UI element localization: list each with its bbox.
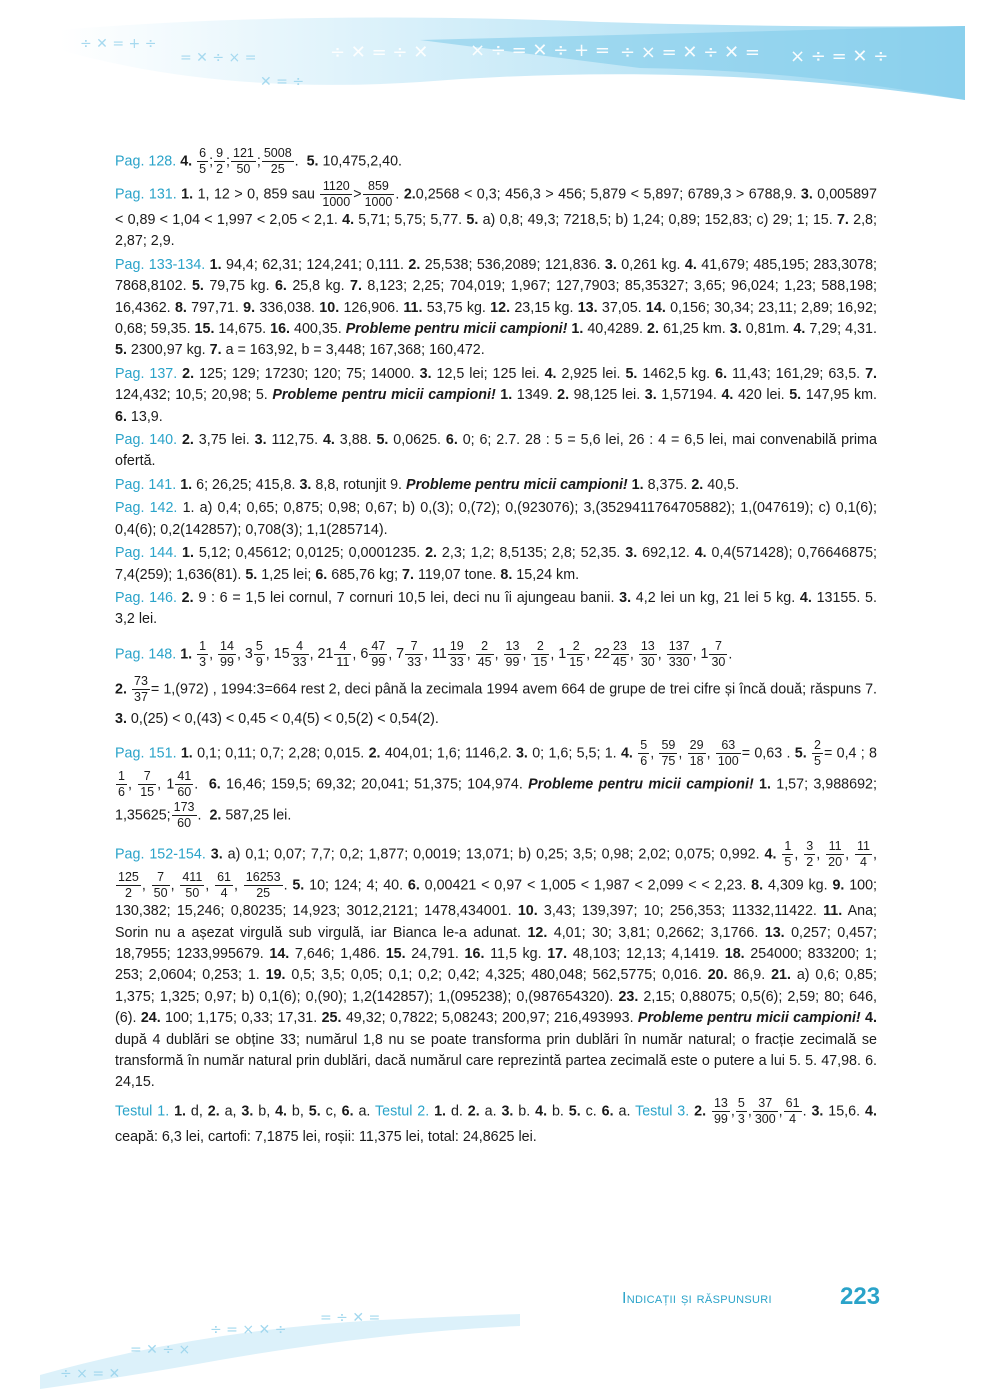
fraction-item <box>196 638 209 669</box>
footer-decoration <box>0 1270 520 1389</box>
item-number: 5. <box>308 1103 321 1120</box>
fraction: $\frac{1120}{1000}$ <box>322 179 351 209</box>
fraction: $\frac{7}{30}$ <box>711 638 726 669</box>
fraction: $\frac{61}{4}$ <box>217 870 231 901</box>
answer-text: 5,71; 5,75; 5,77. <box>358 212 463 228</box>
item-number: 2. <box>467 1103 480 1120</box>
fraction: $\frac{5008}{25}$ <box>263 146 292 176</box>
page-ref: Pag. 131. <box>115 186 177 203</box>
fraction-list: $\frac{5}{6}$ , $\frac{59}{75}$ , $\frac{29}{18}$ , $\frac{63}{100}$ <box>637 745 741 761</box>
test-ref: Testul 1. <box>115 1103 170 1120</box>
fraction-item <box>151 870 171 901</box>
section-heading: Probleme pentru micii campioni! <box>637 1010 861 1027</box>
answers-page-137: Pag. 137. 2. 125; 129; 17230; 120; 75; 14000. 3. 12,5 lei; 125 lei. 4. 2,925 lei. 5. 1462,5 kg. 6. 11,43; 161,29; 63,5. 7. 124,432; 10,5; 20,98; 5. Probleme pentru micii campioni! 1. 1349. 2. 98,125 lei. 3. 1,57194. 4. 420 lei. 5. 147,95 km. 6. 13,9. <box>115 365 878 425</box>
section-heading: Probleme pentru micii campioni! <box>345 321 568 338</box>
fraction: $\frac{41}{60}$ <box>177 769 192 800</box>
fraction-item: 3 $\frac{5}{9}$ <box>244 638 263 669</box>
fraction: $\frac{13}{99}$ <box>505 638 520 669</box>
page-ref: Pag. 151. <box>115 745 177 762</box>
fraction: $\frac{4}{11}$ <box>336 638 350 669</box>
item-number: 2. <box>207 1103 220 1120</box>
fraction: $\frac{2}{15}$ <box>533 638 548 669</box>
answers-page-128: Pag. 128. 4. $\frac{6}{5}$ ; $\frac{9}{2}$ ; $\frac{121}{50}$ ; $\frac{5008}{25}$ . 5. 10,475,2,40. <box>115 146 402 176</box>
svg-text:÷ × = ✕ ÷ ✕ =: ÷ × = ✕ ÷ ✕ = <box>620 42 760 63</box>
fraction: $\frac{16253}{25}$ <box>245 870 281 901</box>
svg-text:= ÷ ✕ =: = ÷ ✕ = <box>320 1310 381 1326</box>
item-number: 5. <box>568 1103 581 1120</box>
fraction-item <box>735 1095 748 1126</box>
fraction: $\frac{411}{50}$ <box>182 870 203 901</box>
answer-text: 0,2568 < 0,3; 456,3 > 456; 5,879 < 5,897; 6789,3 > 6788,9. <box>415 186 797 203</box>
fraction: $\frac{1}{3}$ <box>199 638 207 669</box>
item-number: 1. <box>434 1103 447 1120</box>
fraction: $\frac{4}{33}$ <box>292 638 307 669</box>
fraction: $\frac{19}{33}$ <box>449 638 464 669</box>
fraction: $\frac{29}{18}$ <box>689 738 704 769</box>
answers-page-141: Pag. 141. 1. 6; 26,25; 415,8. 3. 8,8, rotunjit 9. Probleme pentru micii campioni! 1. 8,375. 2. 40,5. <box>115 476 740 493</box>
fraction: $\frac{1}{6}$ <box>118 769 125 800</box>
answers-page-148: Pag. 148. 1. $\frac{1}{3}$ , $\frac{14}{99}$ , 3 $\frac{5}{9}$ , 15 $\frac{4}{33}$ , 21 $\frac{4}{11}$ , 6 $\frac{47}{99}$ , 7 $\frac{7}{33}$ , 11 $\frac{19}{33}$ , $\frac{2}{45}$ , $\frac{13}{99}$ , $\frac{2}{15}$ , 1 $\frac{2}{15}$ , 22 $\frac{23}{45}$ , $\frac{13}{30}$ , $\frac{137}{330}$ , 1 $\frac{7}{30}$ . 2. $\frac{73}{37}$ = 1,(972) , 1994:3=664 rest 2, deci până la zecimala 1994 avem 664 de grupe de trei cifre și încă două; răspuns 7. 3. 0,(25) < 0,(43) < 0,45 < 0,4(5) < 0,5(2) < 0,54(2). <box>115 638 877 727</box>
item-number: 6. <box>341 1103 354 1120</box>
svg-text:÷ ✕ = + ÷: ÷ ✕ = + ÷ <box>80 36 157 52</box>
fraction: $\frac{173}{60}$ <box>173 800 195 831</box>
fraction: $\frac{3}{2}$ <box>806 839 814 870</box>
fraction: $\frac{5}{3}$ <box>737 1095 745 1126</box>
fraction: $\frac{73}{37}$ <box>134 673 148 704</box>
fraction: $\frac{11}{20}$ <box>828 839 843 870</box>
item-number: 3. <box>501 1103 514 1120</box>
fraction: $\frac{63}{100}$ <box>717 738 739 769</box>
test-ref: Testul 2. <box>375 1103 430 1120</box>
svg-text:÷ × = ✕: ÷ × = ✕ <box>60 1366 121 1382</box>
fraction-item <box>217 638 237 669</box>
fraction-item: 1 $\frac{7}{30}$ <box>700 638 726 669</box>
item-number: 5. <box>466 212 479 228</box>
fraction: $\frac{14}{99}$ <box>220 638 234 669</box>
item-number: 4. <box>342 212 355 228</box>
answers-page-133-134: Pag. 133-134. 1. 94,4; 62,31; 124,241; 0,111. 2. 25,538; 536,2089; 121,836. 3. 0,261 kg. 4. 41,679; 485,195; 283,3078; 7868,8102. 5. 79,75 kg. 6. 25,8 kg. 7. 8,123; 2,25; 704,019; 1,967; 127,7903; 85,35327; 3,65; 96,024; 1,23; 588,198; 16,4362. 8. 797,71. 9. 336,038. 10. 126,906. 11. 53,75 kg. 12. 23,15 kg. 13. 37,05. 14. 0,156; 30,34; 23,11; 2,89; 16,92; 0,68; 59,35. 15. 14,675. 16. 400,35. Probleme pentru micii campioni! 1. 40,4289. 2. 61,25 km. 3. 0,81m. 4. 7,29; 4,31. 5. 2300,97 kg. 7. a = 163,92, b = 3,448; 167,368; 160,472. <box>115 256 878 359</box>
fraction-item <box>783 1095 803 1126</box>
fraction-item: 21 $\frac{4}{11}$ <box>317 638 350 669</box>
test-2-answers: 1. d. 2. a. 3. b. 4. b. 5. c. 6. a. <box>434 1103 636 1120</box>
page-ref: Pag. 141. <box>115 476 177 493</box>
fraction-item: 1 $\frac{2}{15}$ <box>558 638 584 669</box>
answers-tests: Testul 1. 1. d, 2. a, 3. b, 4. b, 5. c, 6. a. Testul 2. 1. d. 2. a. 3. b. 4. b. 5. c. 6. a. Testul 3. 2. $\frac{13}{99}$ , $\frac{5}{3}$ , $\frac{37}{300}$ , $\frac{61}{4}$ . 3. 15,6. 4. ceapă: 6,3 lei, cartofi: 7,1875 lei, roșii: 11,375 lei, total: 24,8625 lei. <box>115 1095 877 1145</box>
fraction-item <box>179 870 205 901</box>
fraction: $\frac{7}{15}$ <box>140 769 155 800</box>
fraction-list: $\frac{1}{3}$ , $\frac{14}{99}$ , 3 $\frac{5}{9}$ , 15 $\frac{4}{33}$ , 21 $\frac{4}{11}$ , 6 $\frac{47}{99}$ , 7 $\frac{7}{33}$ , 11 $\frac{19}{33}$ , $\frac{2}{45}$ , $\frac{13}{99}$ , $\frac{2}{15}$ , 1 $\frac{2}{15}$ , 22 $\frac{23}{45}$ , $\frac{13}{30}$ , $\frac{137}{330}$ , 1 $\frac{7}{30}$ <box>196 646 728 662</box>
item-number: 4. <box>180 153 193 170</box>
answer-text: 2,8; 2,87; 2,9. <box>115 212 877 250</box>
answers-page-131: Pag. 131. 1. 1, 12 > 0, 859 sau $\frac{1120}{1000}$ > $\frac{859}{1000}$ . 2.0,2568 < 0,3; 456,3 > 456; 5,879 < 5,897; 6789,3 > 6788,9. 3. 0,005897 < 0,89 < 1,04 < 1,997 < 2,05 < 2,1. 4. 5,71; 5,75; 5,77. 5. a) 0,8; 49,3; 7218,5; b) 1,24; 0,89; 152,83; c) 29; 1; 15. 7. 2,8; 2,87; 2,9. <box>115 179 877 250</box>
fraction-item: 6 $\frac{47}{99}$ <box>360 638 386 669</box>
fraction: $\frac{7}{33}$ <box>407 638 422 669</box>
svg-text:= ✕ ÷ × =: = ✕ ÷ × = <box>180 50 257 66</box>
test-1-answers: 1. d, 2. a, 3. b, 4. b, 5. c, 6. a. <box>174 1103 376 1120</box>
answers-page-151: Pag. 151. 1. 0,1; 0,11; 0,7; 2,28; 0,015. 2. 404,01; 1,6; 1146,2. 3. 0; 1,6; 5,5; 1. 4. $\frac{5}{6}$ , $\frac{59}{75}$ , $\frac{29}{18}$ , $\frac{63}{100}$ = 0,63 . 5. $\frac{2}{5}$ = 0,4 ; 8 $\frac{1}{6}$ , $\frac{7}{15}$ , 1 $\frac{41}{60}$ . 6. 16,46; 159,5; 69,32; 20,041; 51,375; 104,974. Probleme pentru micii campioni! 1. 1,57; 3,988692; 1,35625; $\frac{173}{60}$ . 2. 587,25 lei. <box>115 738 878 831</box>
page-ref: Pag. 137. <box>115 365 178 382</box>
section-heading: Probleme pentru micii campioni! <box>528 776 754 793</box>
item-number: 2. <box>403 186 416 203</box>
fraction: $\frac{121}{50}$ <box>233 146 254 176</box>
page-ref: Pag. 152-154. <box>115 846 206 863</box>
fraction-item: 11 $\frac{19}{33}$ <box>431 638 464 669</box>
answers-content <box>115 146 877 1150</box>
item-number: 3. <box>241 1103 254 1120</box>
page-ref: Pag. 140. <box>115 432 178 449</box>
svg-text:÷ = × ✕ ÷: ÷ = × ✕ ÷ <box>210 1322 287 1338</box>
fraction-item <box>475 638 495 669</box>
fraction-item <box>503 638 523 669</box>
fraction-item <box>638 638 658 669</box>
fraction: $\frac{137}{330}$ <box>668 638 690 669</box>
fraction: $\frac{6}{5}$ <box>199 146 207 176</box>
fraction-item <box>658 738 678 769</box>
fraction-item <box>115 870 142 901</box>
fraction-item <box>825 839 845 870</box>
fraction-item <box>666 638 693 669</box>
fraction: $\frac{125}{2}$ <box>118 870 139 901</box>
fraction-item <box>803 839 816 870</box>
fraction: $\frac{37}{300}$ <box>754 1095 776 1126</box>
fraction: $\frac{59}{75}$ <box>661 738 676 769</box>
svg-text:= ✕ ÷ ×: = ✕ ÷ × <box>130 1342 191 1358</box>
test-ref: Testul 3. <box>635 1103 690 1120</box>
section-heading: Probleme pentru micii campioni! <box>272 387 496 404</box>
fraction: $\frac{13}{30}$ <box>640 638 655 669</box>
item-number: 7. <box>836 212 849 228</box>
page-ref: Pag. 133-134. <box>115 256 206 273</box>
answers-page-144: Pag. 144. 1. 5,12; 0,45612; 0,0125; 0,0001235. 2. 2,3; 1,2; 8,5135; 2,8; 52,35. 3. 692,12. 4. 0,4(571428); 0,76646875; 7,4(259); 1,636(81). 5. 1,25 lei; 6. 685,76 kg; 7. 119,07 tone. 8. 15,24 km. <box>115 545 878 583</box>
fraction-item <box>711 1095 731 1126</box>
answer-text: a) 0,8; 49,3; 7218,5; b) 1,24; 0,89; 152,83; c) 29; 1; 15. <box>482 212 833 228</box>
answer-text: 1, 12 > 0, 859 sau <box>197 186 315 203</box>
item-number: 6. <box>601 1103 614 1120</box>
fraction: $\frac{5}{9}$ <box>255 638 263 669</box>
item-number: 4. <box>275 1103 288 1120</box>
footer-section-title: Indicații și răspunsuri <box>622 1290 772 1307</box>
fraction: $\frac{11}{4}$ <box>857 839 870 870</box>
fraction-list: $\frac{13}{99}$ , $\frac{5}{3}$ , $\frac{37}{300}$ , $\frac{61}{4}$ <box>711 1103 803 1119</box>
answers-page-140: Pag. 140. 2. 3,75 lei. 3. 112,75. 4. 3,88. 5. 0,0625. 6. 0; 6; 2.7. 28 : 5 = 5,6 lei, 26 : 4 = 6,5 lei, mai convenabilă prima ofertă. <box>115 432 877 470</box>
fraction-item <box>687 738 707 769</box>
answers-page-142: Pag. 142. 1. a) 0,4; 0,65; 0,875; 0,98; 0,67; b) 0,(3); 0,(72); 0,(923076); 3,(3529411764705882); 1,(047619); c) 0,1(6); 0,4(6); 0,2(142857); 0,708(3); 1,1(285714). <box>115 500 877 538</box>
fraction: $\frac{13}{99}$ <box>713 1095 728 1126</box>
section-heading: Probleme pentru micii campioni! <box>406 476 628 493</box>
answer-text: 0,005897 < 0,89 < 1,04 < 1,997 < 2,05 < 2,1. <box>115 186 877 228</box>
answer-text: 10,475,2,40. <box>322 153 402 170</box>
svg-text:× ÷ = ✕ ÷ + =: × ÷ = ✕ ÷ + = <box>470 40 610 61</box>
fraction-item <box>530 638 550 669</box>
fraction: $\frac{47}{99}$ <box>371 638 386 669</box>
fraction: $\frac{2}{5}$ <box>814 738 821 769</box>
fraction: $\frac{2}{15}$ <box>569 638 584 669</box>
page-number: 223 <box>840 1283 881 1310</box>
fraction: $\frac{2}{45}$ <box>477 638 492 669</box>
fraction-list: $\frac{1}{5}$ , $\frac{3}{2}$ , $\frac{11}{20}$ , $\frac{11}{4}$ , $\frac{125}{2}$ , $\frac{7}{50}$ , $\frac{411}{50}$ , $\frac{61}{4}$ , $\frac{16253}{25}$ <box>115 846 877 893</box>
page-ref: Pag. 148. <box>115 646 177 662</box>
fraction: $\frac{1}{5}$ <box>784 839 792 870</box>
item-number: 5. <box>306 153 319 170</box>
page-ref: Pag. 144. <box>115 545 178 562</box>
fraction-item <box>637 738 650 769</box>
fraction: $\frac{859}{1000}$ <box>364 179 393 209</box>
item-number: 1. <box>181 186 194 203</box>
fraction-item <box>214 870 234 901</box>
fraction-item: 15 $\frac{4}{33}$ <box>273 638 307 669</box>
fraction-item: 7 $\frac{7}{33}$ <box>396 638 422 669</box>
fraction: $\frac{5}{6}$ <box>640 738 648 769</box>
fraction-item <box>854 839 873 870</box>
page-ref: Pag. 128. <box>115 153 177 170</box>
fraction-item <box>243 870 284 901</box>
header-banner <box>0 0 992 110</box>
fraction: $\frac{9}{2}$ <box>216 146 224 176</box>
fraction: $\frac{23}{45}$ <box>612 638 627 669</box>
item-number: 3. <box>800 186 813 203</box>
fraction-item: 22 $\frac{23}{45}$ <box>594 638 627 669</box>
fraction-item <box>715 738 742 769</box>
svg-text:× ÷ = ✕ ÷: × ÷ = ✕ ÷ <box>790 46 889 67</box>
fraction: $\frac{61}{4}$ <box>785 1095 800 1126</box>
fraction-item <box>752 1095 779 1126</box>
page-ref: Pag. 142. <box>115 500 178 517</box>
fraction-item <box>781 839 794 870</box>
item-number: 4. <box>535 1103 548 1120</box>
page-ref: Pag. 146. <box>115 589 177 606</box>
answers-page-152-154: Pag. 152-154. 3. a) 0,1; 0,07; 7,7; 0,2; 1,877; 0,0019; 13,071; b) 0,25; 3,5; 0,98; 2,02; 0,075; 0,992. 4. $\frac{1}{5}$ , $\frac{3}{2}$ , $\frac{11}{20}$ , $\frac{11}{4}$ , $\frac{125}{2}$ , $\frac{7}{50}$ , $\frac{411}{50}$ , $\frac{61}{4}$ , $\frac{16253}{25}$ . 5. 10; 124; 4; 40. 6. 0,00421 < 0,97 < 1,005 < 1,987 < 2,099 < < 2,23. 8. 4,309 kg. 9. 100; 130,382; 15,246; 0,80235; 14,923; 3012,2121; 1478,434001. 10. 3,43; 139,397; 10; 256,353; 11332,11422. 11. Ana; Sorin nu a așezat virgulă sub virgulă, iar Bianca le-a adunat. 12. 4,01; 30; 3,81; 0,2662; 3,1766. 13. 0,257; 0,457; 18,7955; 1233,995679. 14. 7,646; 1,486. 15. 24,791. 16. 11,5 kg. 17. 48,103; 12,13; 4,1419. 18. 254000; 833200; 1; 253; 2,0604; 0,253; 1. 19. 0,5; 3,5; 0,05; 0,1; 0,2; 0,42; 4,325; 480,048; 562,5775; 0,016. 20. 86,9. 21. a) 0,6; 0,85; 1,375; 1,325; 0,97; b) 0,1(6); 0,(90); 1,2(142857); 1,(095238); 0,(987654320). 23. 2,15; 0,88075; 0,5(6); 2,59; 80; 646,(6). 24. 100; 1,175; 0,33; 17,31. 25. 49,32; 0,7822; 5,08243; 200,97; 216,493993. Probleme pentru micii campioni! 4. după 4 dublări se obține 33; numărul 1,8 nu se poate transforma prin dublări în număr natural; o fracție zecimală se transformă în număr natural prin dublări, dacă numărul care reprezintă partea zecimală este o putere a lui 5. 5. 47,98. 6. 24,15. <box>115 839 878 1091</box>
item-number: 1. <box>174 1103 187 1120</box>
svg-text:✕ = ÷: ✕ = ÷ <box>260 74 305 90</box>
fraction: $\frac{7}{50}$ <box>153 870 168 901</box>
answers-page-146: Pag. 146. 2. 9 : 6 = 1,5 lei cornul, 7 cornuri 10,5 lei, deci nu îi ajungeau banii. 3. 4,2 lei un kg, 21 lei 5 kg. 4. 13155. 5. 3,2 lei. <box>115 589 877 628</box>
svg-text:÷ ✕ = ÷ ✕: ÷ ✕ = ÷ ✕ <box>330 42 429 63</box>
